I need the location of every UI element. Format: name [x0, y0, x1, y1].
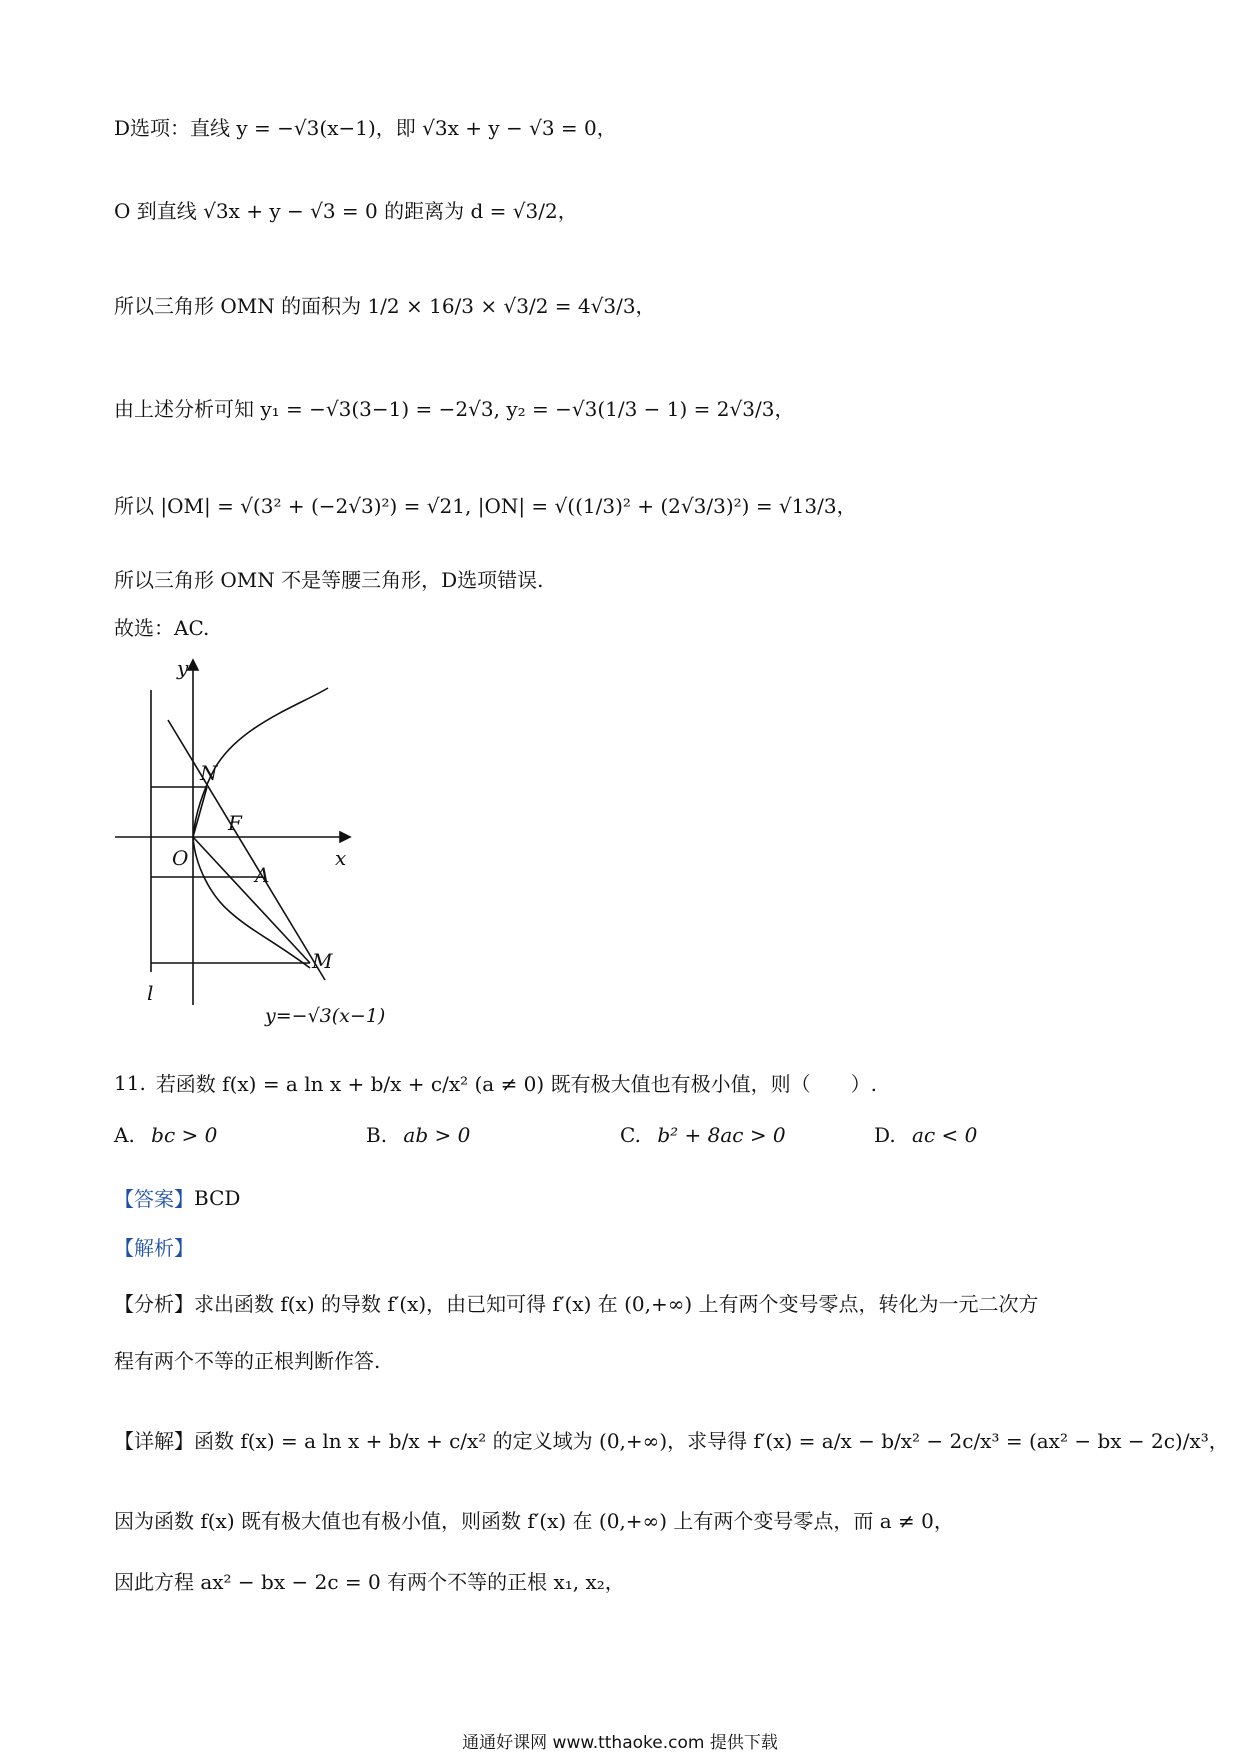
- label-l: l: [147, 981, 154, 1005]
- xiangjie-text-1: 函数 f(x) = a ln x + b/x + c/x² 的定义域为 (0,+∞)，求导得 f′(x) = a/x − b/x² − 2c/x³ = (ax² − bx − 2c)/x³，: [194, 1429, 1229, 1453]
- xiangjie-line-1: [114, 1425, 1229, 1454]
- option-d: [874, 1123, 977, 1147]
- answer-value: BCD: [194, 1185, 241, 1210]
- xiangjie-tag: 【详解】: [114, 1429, 194, 1453]
- question-text: 若函数 f(x) = a ln x + b/x + c/x² (a ≠ 0) 既有极大值也有极小值，则（ ）.: [155, 1072, 877, 1096]
- label-x: x: [335, 846, 347, 870]
- answer-line: [114, 1183, 240, 1212]
- d-option-line: [114, 112, 617, 141]
- parabola: [193, 688, 328, 968]
- option-b: [366, 1123, 470, 1147]
- option-b-text: ab > 0: [403, 1123, 471, 1147]
- fenxi-tag: 【分析】: [114, 1292, 194, 1316]
- label-line: y=−√3(x−1): [265, 1005, 386, 1027]
- y-values-line: [114, 393, 794, 422]
- y-values-text: 由上述分析可知 y₁ = −√3(3−1) = −2√3, y₂ = −√3(1/3 − 1) = 2√3/3，: [114, 397, 795, 421]
- label-o: O: [172, 846, 189, 870]
- xiangjie-text-3: 因此方程 ax² − bx − 2c = 0 有两个不等的正根 x₁, x₂，: [114, 1570, 625, 1594]
- option-c-key: C.: [620, 1123, 641, 1147]
- distance-text: O 到直线 √3x + y − √3 = 0 的距离为 d = √3/2，: [114, 199, 578, 223]
- fenxi-text-2: 程有两个不等的正根判断作答.: [114, 1349, 381, 1373]
- fenxi-text-1: 求出函数 f(x) 的导数 f′(x)，由已知可得 f′(x) 在 (0,+∞) 上有两个变号零点，转化为一元二次方: [194, 1292, 1039, 1316]
- question-line: [114, 1068, 877, 1097]
- d-option-text: D选项：直线 y = −√3(x−1)，即 √3x + y − √3 = 0，: [114, 116, 617, 140]
- fenxi-line-2: [114, 1345, 380, 1374]
- xiangjie-line-2: [114, 1505, 954, 1534]
- segment-om: [193, 837, 310, 963]
- option-c-text: b² + 8ac > 0: [657, 1123, 786, 1147]
- answer-tag: 【答案】: [114, 1187, 194, 1211]
- option-a-text: bc > 0: [151, 1123, 218, 1147]
- analysis-line: [114, 1232, 194, 1261]
- choice-line: [114, 612, 209, 641]
- option-a-key: A.: [114, 1123, 135, 1147]
- area-line: [114, 290, 656, 319]
- segment-on: [193, 787, 207, 837]
- label-y: y: [177, 656, 189, 680]
- label-m: M: [312, 949, 333, 973]
- option-a: [114, 1123, 217, 1147]
- fenxi-line-1: [114, 1288, 1039, 1317]
- distance-line: [114, 195, 578, 224]
- lengths-line: [114, 490, 857, 519]
- footer-watermark: 通通好课网 www.tthaoke.com 提供下载: [462, 1733, 778, 1753]
- label-n: N: [200, 761, 218, 785]
- conclusion-line: [114, 564, 543, 593]
- choice-text: 故选：AC.: [114, 616, 210, 640]
- x-axis-arrow: [340, 832, 350, 842]
- question-number: 11.: [114, 1070, 146, 1095]
- conclusion-text: 所以三角形 OMN 不是等腰三角形，D选项错误.: [114, 568, 544, 592]
- lengths-text: 所以 |OM| = √(3² + (−2√3)²) = √21, |ON| = √((1/3)² + (2√3/3)²) = √13/3，: [114, 494, 857, 518]
- label-a: A: [255, 863, 270, 887]
- geometry-figure: [100, 650, 420, 1030]
- option-c: [620, 1123, 786, 1147]
- option-d-key: D.: [874, 1123, 896, 1147]
- area-text: 所以三角形 OMN 的面积为 1/2 × 16/3 × √3/2 = 4√3/3，: [114, 294, 656, 318]
- option-b-key: B.: [366, 1123, 388, 1147]
- analysis-tag: 【解析】: [114, 1236, 194, 1260]
- xiangjie-line-3: [114, 1566, 625, 1595]
- y-axis-arrow: [188, 660, 198, 670]
- label-f: F: [228, 811, 242, 835]
- xiangjie-text-2: 因为函数 f(x) 既有极大值也有极小值，则函数 f′(x) 在 (0,+∞) 上有两个变号零点，而 a ≠ 0，: [114, 1509, 954, 1533]
- option-d-text: ac < 0: [912, 1123, 978, 1147]
- line-mn: [168, 720, 325, 980]
